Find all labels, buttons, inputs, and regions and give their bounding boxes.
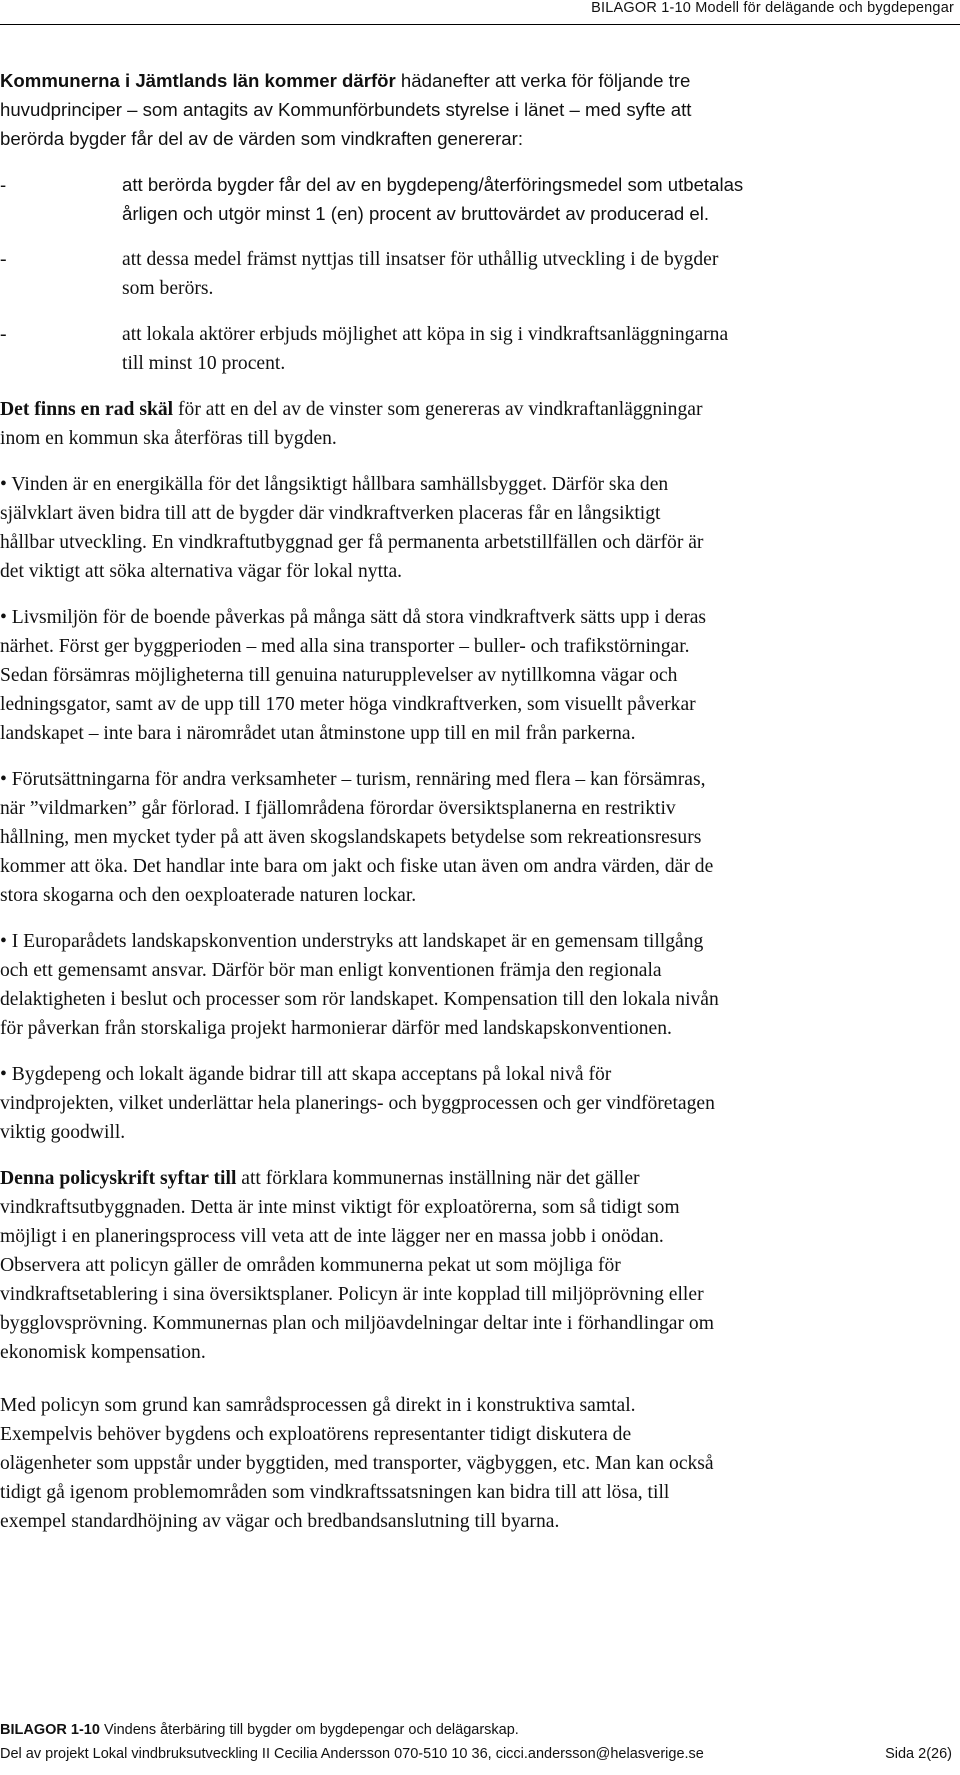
bullet-line: • Bygdepeng och lokalt ägande bidrar till att skapa acceptans på lokal nivå för [0,1064,612,1085]
principle-line: - att dessa medel främst nyttjas till insatser för uthållig utveckling i de bygder [0,245,960,274]
policy-paragraph [0,1164,960,1367]
intro-line: berörda bygder får del av de värden som vindkraften genererar: [0,128,523,149]
policy-line: Denna policyskrift syftar till att förklara kommunernas inställning när det gäller [0,1168,640,1189]
bullet-paragraph [0,765,960,910]
bullet-paragraph [0,603,960,748]
intro-line: huvudprinciper – som antagits av Kommunförbundets styrelse i länet – med syfte att [0,99,692,120]
policy-line: ekonomisk kompensation. [0,1342,206,1363]
principle-line: - att berörda bygder får del av en bygdepeng/återföringsmedel som utbetalas [0,170,960,199]
intro-line [0,66,960,95]
reasons-paragraph [0,395,960,453]
bullet-line: • Förutsättningarna för andra verksamheter – turism, rennäring med flera – kan försämras, [0,769,706,790]
bullet-paragraph [0,1060,960,1147]
intro-paragraph [0,66,960,153]
principle-line: som berörs. [122,278,214,299]
reasons-line: Det finns en rad skäl för att en del av de vinster som genereras av vindkraftanläggningar [0,399,703,420]
reasons-bold-lead: Det finns en rad skäl [0,399,174,420]
principle-dash: - [0,174,7,195]
page-number: Sida 2(26) [885,1746,952,1762]
principle-line: - att lokala aktörer erbjuds möjlighet att köpa in sig i vindkraftsanläggningarna [0,320,960,349]
policy-line: Observera att policyn gäller de områden kommunerna pekat ut som möjliga för [0,1255,621,1276]
intro-line-rest: hädanefter att verka för följande tre [395,70,691,91]
footer-bold-lead: BILAGOR 1-10 [0,1722,100,1738]
principle-item [0,170,960,228]
closing-line: tidigt gå igenom problemområden som vindkraftssatsningen kan bidra till att lösa, till [0,1482,670,1503]
principle-line: årligen och utgör minst 1 (en) procent av bruttovärdet av producerad el. [122,203,710,224]
footer-line: Del av projekt Lokal vindbruksutveckling II Cecilia Andersson 070-510 10 36, cicci.andersson@helasverige.se [0,1746,704,1762]
bullet-line: vindprojekten, vilket underlättar hela planerings- och byggprocessen och ger vindföretagen [0,1093,715,1114]
footer-line: BILAGOR 1-10 Vindens återbäring till bygder om bygdepengar och delägarskap. [0,1722,519,1738]
bullet-line: när ”vildmarken” går förlorad. I fjällområdena förordar översiktsplanerna en restriktiv [0,798,676,819]
policy-line: bygglovsprövning. Kommunernas plan och miljöavdelningar deltar inte i förhandlingar om [0,1313,714,1334]
bullet-line: delaktigheten i beslut och processer som rör landskapet. Kompensation till den lokala nivån [0,989,719,1010]
bullet-line: • Livsmiljön för de boende påverkas på många sätt då stora vindkraftverk sätts upp i deras [0,607,707,628]
bullet-line: det viktigt att söka alternativa vägar för lokal nytta. [0,561,403,582]
closing-line: olägenheter som uppstår under byggtiden, med transporter, vägbyggen, etc. Man kan också [0,1453,714,1474]
bullet-line: ledningsgator, samt av de upp till 170 meter höga vindkraftverken, som visuellt påverkar [0,694,696,715]
header-rule [0,24,960,25]
bullet-line: hållbar utveckling. En vindkraftutbyggnad ger få permanenta arbetstillfällen och därför är [0,532,704,553]
bullet-line: Sedan försämras möjligheterna till genuina naturupplevelser av nytillkomna vägar och [0,665,678,686]
bullet-line: för påverkan från storskaliga projekt harmonierar därför med landskapskonventionen. [0,1018,672,1039]
running-header: BILAGOR 1-10 Modell för delägande och bygdepengar [591,0,954,16]
reasons-line: inom en kommun ska återföras till bygden. [0,428,337,449]
principle-dash: - [0,324,7,345]
bullet-line: och ett gemensamt ansvar. Därför bör man enligt konventionen främja den regionala [0,960,662,981]
bullet-line: hållning, men mycket tyder på att även skogslandskapets betydelse som rekreationsresurs [0,827,702,848]
bullet-line: landskapet – inte bara i närområdet utan åtminstone upp till en mil från parkerna. [0,723,636,744]
bullet-line: kommer att öka. Det handlar inte bara om jakt och fiske utan även om andra värden, där de [0,856,714,877]
bullet-line: • I Europarådets landskapskonvention understryks att landskapet är en gemensam tillgång [0,931,704,952]
policy-line: vindkraftsutbyggnaden. Detta är inte minst viktigt för exploatörerna, som så tidigt som [0,1197,680,1218]
closing-line: Med policyn som grund kan samrådsprocessen gå direkt in i konstruktiva samtal. [0,1395,636,1416]
principle-line: till minst 10 procent. [122,353,286,374]
closing-line: Exempelvis behöver bygdens och exploatörens representanter tidigt diskutera de [0,1424,632,1445]
policy-line: vindkraftsetablering i sina översiktsplaner. Policyn är inte kopplad till miljöprövning eller [0,1284,704,1305]
principle-item [0,245,960,303]
closing-line: exempel standardhöjning av vägar och bredbandsanslutning till byarna. [0,1511,560,1532]
closing-paragraph [0,1391,960,1536]
bullet-line: • Vinden är en energikälla för det långsiktigt hållbara samhällsbygget. Därför ska den [0,474,669,495]
principle-item [0,320,960,378]
intro-bold-lead: Kommunerna i Jämtlands län kommer därför [0,70,396,91]
bullet-line: stora skogarna och den oexploaterade naturen lockar. [0,885,417,906]
policy-bold-lead: Denna policyskrift syftar till [0,1168,237,1189]
bullet-line: självklart även bidra till att de bygder där vindkraftverken placeras får en långsiktigt [0,503,661,524]
page-content [0,66,960,1536]
bullet-paragraph [0,470,960,586]
bullet-line: viktig goodwill. [0,1122,126,1143]
policy-line: möjligt i en planeringsprocess vill veta att de inte lägger ner en massa jobb i onödan. [0,1226,664,1247]
bullet-paragraph [0,927,960,1043]
principle-dash: - [0,249,7,270]
bullet-line: närhet. Först ger byggperioden – med alla sina transporter – buller- och trafikstörningar. [0,636,690,657]
